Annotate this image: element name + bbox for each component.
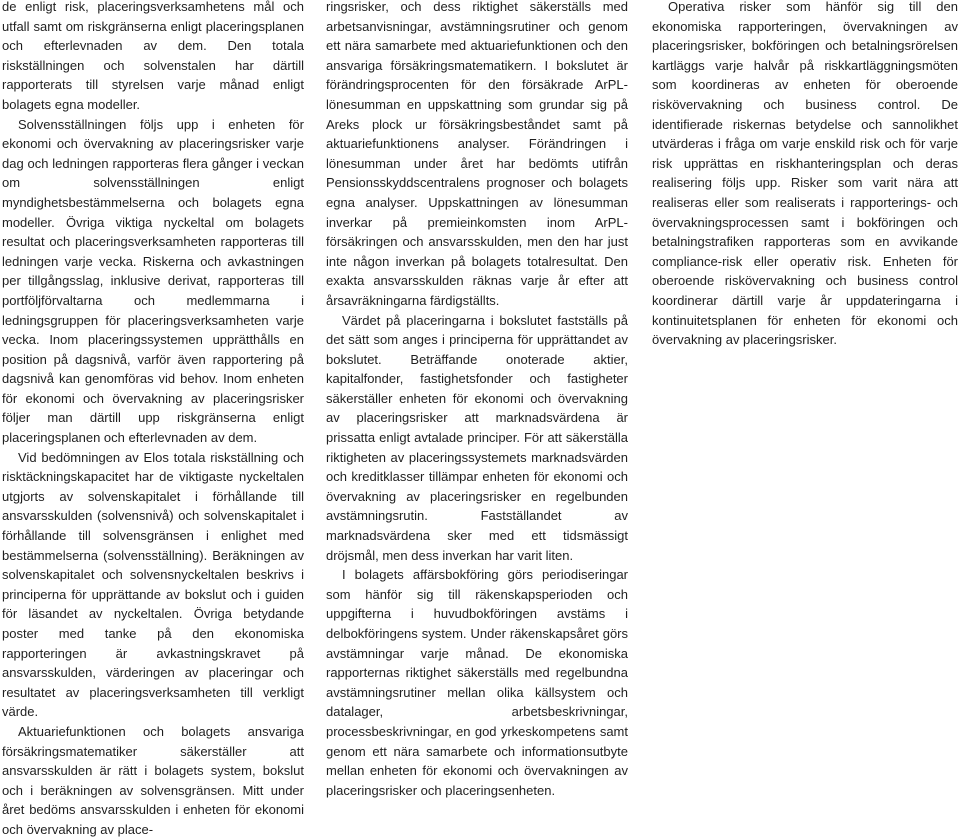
paragraph: Solvensställningen följs upp i enheten för ekonomi och övervakning av placeringsrisker varje dag och ledningen rapporteras flera gånger i veckan om solvensställningen enligt myndighetsbestämmelserna och bolagets egna modeller. Övriga viktiga nyckeltal om bolagets resultat och placeringsverksamheten rapporteras till ledningen varje vecka. Riskerna och avkastningen per tillgångsslag, inklusive derivat, rapporteras till portföljförvaltarna och medlemmarna i ledningsgruppen för placeringsverksamheten varje vecka. Inom placeringssystemen upprätthålls en position på dagsnivå, varför även rapportering på dagsnivå kan genomföras vid behov. Inom enheten för ekonomi och övervakning av placeringsrisker följer man därtill upp riskgränserna enligt placeringsplanen och efterlevnaden av dem. bbox=[2, 116, 304, 446]
paragraph: I bolagets affärsbokföring görs periodiseringar som hänför sig till räkenskapsperioden och uppgifterna i huvudbokföringen avstäms i delbokföringens system. Under räkenskapsåret görs avstämningar varje månad. De ekonomiska rapporternas riktighet säkerställs med regelbundna avstämningsrutiner mellan olika källsystem och datalager, arbetsbeskrivningar, processbeskrivningar, en god yrkeskompetens samt genom ett nära samarbete och informationsutbyte mellan enheten för ekonomi och övervakningen av placeringsrisker och placeringsenheten. bbox=[326, 567, 628, 798]
text-column-right bbox=[652, 0, 958, 350]
text-column-left bbox=[2, 0, 304, 840]
paragraph: ringsrisker, och dess riktighet säkerställs med arbetsanvisningar, avstämningsrutiner och genom ett nära samarbete med aktuariefunktionen och den ansvariga försäkringsmatematikern. I bokslutet är förändringsprocenten för den försäkrade ArPL-lönesumman en uppskattning som grundar sig på Areks plock ur försäkringsbeståndet samt på aktuariefunktionens analyser. Förändringen i lönesumman under året har bedömts utifrån Pensionsskyddscentralens prognoser och bolagets egna analyser. Uppskattningen av lönesumman inverkar på premieinkomsten inom ArPL-försäkringen och ansvarsskulden, men den har just inte någon inverkan på bolagets totalresultat. Den exakta ansvarsskulden räknas varje år efter att årsavräkningarna färdigställts. bbox=[326, 0, 628, 308]
paragraph: Värdet på placeringarna i bokslutet fastställs på det sätt som anges i principerna för upprättandet av bokslutet. Beträffande onoterade aktier, kapitalfonder, fastighetsfonder och fastigheter säkerställer enheten för ekonomi och övervakning av placeringsrisker att marknadsvärdena är prissatta enligt avtalade principer. För att säkerställa riktigheten av placeringssystemets marknadsvärden och kreditklasser tillämpar enheten för ekonomi och övervakning av placeringsrisker en regelbunden avstämningsrutin. Fastställandet av marknadsvärdena sker med ett tidsmässigt dröjsmål, men dess inverkan har varit liten. bbox=[326, 312, 628, 563]
paragraph: Aktuariefunktionen och bolagets ansvariga försäkringsmatematiker säkerställer att ansvarsskulden är rätt i bolagets system, bokslut och i beräkningen av solvensgränsen. Mitt under året bedöms ansvarsskulden i enheten för ekonomi och övervakning av place- bbox=[2, 723, 304, 837]
paragraph: Vid bedömningen av Elos totala riskställning och risktäckningskapacitet har de viktigaste nyckeltalen utgjorts av solvenskapitalet i förhållande till ansvarsskulden (solvensnivå) och solvenskapitalet i förhållande till solvensgränsen i enlighet med bestämmelserna (solvensställning). Beräkningen av solvenskapitalet och solvensnyckeltalen beskrivs i principerna för upprättande av bokslut och i guiden för läsandet av nyckeltalen. Övriga betydande poster med tanke på den ekonomiska rapporteringen är avkastningskravet på ansvarsskulden, värderingen av placeringar och resultatet av placeringsverksamheten till verkligt värde. bbox=[2, 449, 304, 720]
paragraph: Operativa risker som hänför sig till den ekonomiska rapporteringen, övervakningen av placeringsrisker, bokföringen och betalningsrörelsen kartläggs varje halvår på riskkartläggningsmöten som koordineras av enheten för oberoende riskövervakning och business control. De identifierade riskernas betydelse och sannolikhet utvärderas i fråga om varje enskild risk och för varje risk upprättas en riskhanteringsplan och deras realisering följs upp. Risker som varit nära att realiseras eller som realiserats i rapporterings- och övervakningsprocessen samt i bokföringen och betalningstrafiken rapporteras som en avvikande compliance-risk eller operativ risk. Enheten för oberoende riskövervakning och business control koordinerar därtill varje år uppdateringarna i kontinuitetsplanen för enheten för ekonomi och övervakning av placeringsrisker. bbox=[652, 0, 958, 348]
paragraph: de enligt risk, placeringsverksamhetens mål och utfall samt om riskgränserna enligt placeringsplanen och efterlevnaden av dem. Den totala riskställningen och solvenstalen har därtill rapporterats till styrelsen varje månad enligt bolagets egna modeller. bbox=[2, 0, 304, 112]
text-column-middle bbox=[326, 0, 628, 800]
